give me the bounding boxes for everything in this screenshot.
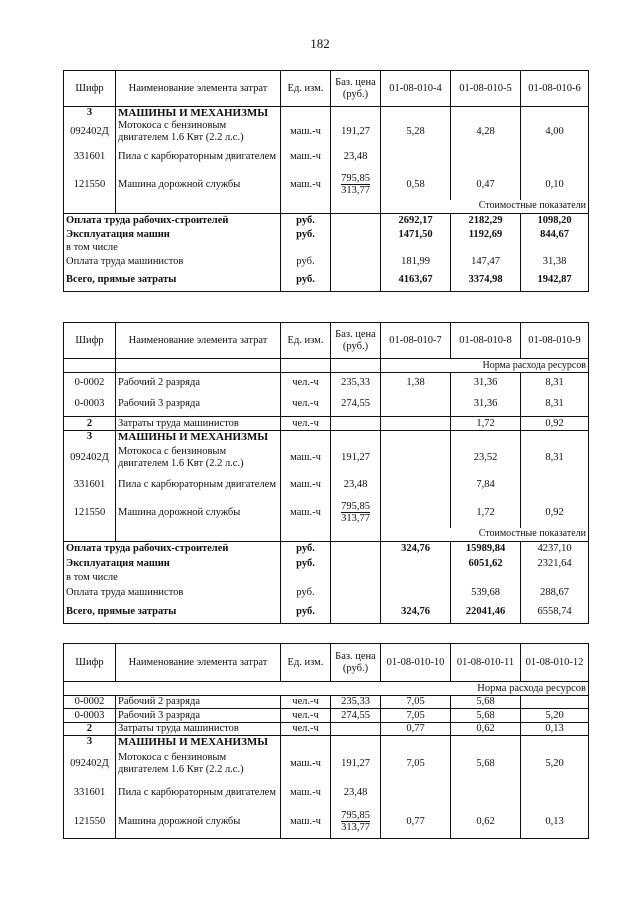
section-label: Стоимостные показатели	[451, 528, 589, 542]
table-row: 2 Затраты труда машинистов чел.-ч 1,72 0,92	[64, 417, 589, 431]
table-row: 0-0003 Рабочий 3 разряда чел.-ч 274,55 31,36 8,31	[64, 393, 589, 417]
header-col-3: 01-08-010-9	[521, 323, 589, 359]
cost-table-3	[63, 643, 588, 839]
table-row: 331601 Пила с карбюраторным двигателем маш.-ч 23,48	[64, 779, 589, 807]
table-row: 3 МАШИНЫ И МЕХАНИЗМЫ	[64, 107, 589, 120]
header-code: Шифр	[64, 323, 116, 359]
table-row: 121550 Машина дорожной службы маш.-ч 795,85 313,77 0,58 0,47 0,10	[64, 170, 589, 200]
table-row: 3 МАШИНЫ И МЕХАНИЗМЫ	[64, 431, 589, 444]
header-price: Баз. цена (руб.)	[331, 644, 381, 682]
header-col-2: 01-08-010-8	[451, 323, 521, 359]
summary-row: в том числе	[64, 572, 589, 584]
table-row: 092402Д Мотокоса с бензиновым двигателем 1.6 Квт (2.2 л.с.) маш.-ч 191,27 7,05 5,68 5,20	[64, 749, 589, 779]
table-row: 331601 Пила с карбюраторным двигателем маш.-ч 23,48	[64, 144, 589, 170]
summary-row: Эксплуатация машин руб. 1471,50 1192,69 844,67	[64, 228, 589, 242]
header-col-1: 01-08-010-7	[381, 323, 451, 359]
header-col-1: 01-08-010-10	[381, 644, 451, 682]
header-code: Шифр	[64, 644, 116, 682]
table-row: 121550 Машина дорожной службы маш.-ч 795,85 313,77 0,77 0,62 0,13	[64, 807, 589, 839]
cost-table-1	[63, 70, 588, 292]
header-name: Наименование элемента затрат	[116, 644, 281, 682]
header-unit: Ед. изм.	[281, 323, 331, 359]
header-col-2: 01-08-010-5	[451, 71, 521, 107]
summary-row: Всего, прямые затраты руб. 4163,67 3374,98 1942,87	[64, 270, 589, 292]
table-row: 0-0002 Рабочий 2 разряда чел.-ч 235,33 1,38 31,36 8,31	[64, 373, 589, 393]
summary-row: в том числе	[64, 242, 589, 254]
table-row: 331601 Пила с карбюраторным двигателем маш.-ч 23,48 7,84	[64, 472, 589, 498]
header-name: Наименование элемента затрат	[116, 323, 281, 359]
header-price: Баз. цена (руб.)	[331, 323, 381, 359]
cost-table-2	[63, 322, 588, 624]
header-unit: Ед. изм.	[281, 644, 331, 682]
page-number: 182	[310, 36, 330, 51]
summary-row: Всего, прямые затраты руб. 324,76 22041,46 6558,74	[64, 602, 589, 624]
header-col-3: 01-08-010-6	[521, 71, 589, 107]
header-col-3: 01-08-010-12	[521, 644, 589, 682]
table-row: 092402Д Мотокоса с бензиновым двигателем 1.6 Квт (2.2 л.с.) маш.-ч 191,27 23,52 8,31	[64, 444, 589, 472]
table-row: 3 МАШИНЫ И МЕХАНИЗМЫ	[64, 736, 589, 749]
header-name: Наименование элемента затрат	[116, 71, 281, 107]
header-unit: Ед. изм.	[281, 71, 331, 107]
summary-row: Оплата труда машинистов руб. 181,99 147,47 31,38	[64, 254, 589, 270]
table-row: 121550 Машина дорожной службы маш.-ч 795,85 313,77 1,72 0,92	[64, 498, 589, 528]
header-col-2: 01-08-010-11	[451, 644, 521, 682]
summary-row: Оплата труда рабочих-строителей руб. 2692,17 2182,29 1098,20	[64, 214, 589, 228]
table-row: 0-0003 Рабочий 3 разряда чел.-ч 274,55 7,05 5,68 5,20	[64, 709, 589, 723]
table-row: 092402Д Мотокоса с бензиновым двигателем 1.6 Квт (2.2 л.с.) маш.-ч 191,27 5,28 4,28 4,00	[64, 120, 589, 144]
summary-row: Оплата труда рабочих-строителей руб. 324,76 15989,84 4237,10	[64, 542, 589, 556]
summary-row: Эксплуатация машин руб. 6051,62 2321,64	[64, 556, 589, 572]
header-col-1: 01-08-010-4	[381, 71, 451, 107]
summary-row: Оплата труда машинистов руб. 539,68 288,67	[64, 584, 589, 602]
section-label: Стоимостные показатели	[381, 200, 589, 214]
header-code: Шифр	[64, 71, 116, 107]
table-row: 2 Затраты труда машинистов чел.-ч 0,77 0,62 0,13	[64, 723, 589, 736]
header-price: Баз. цена (руб.)	[331, 71, 381, 107]
table-row: 0-0002 Рабочий 2 разряда чел.-ч 235,33 7,05 5,68	[64, 696, 589, 709]
norm-label: Норма расхода ресурсов	[451, 682, 589, 696]
norm-label: Норма расхода ресурсов	[451, 359, 589, 373]
